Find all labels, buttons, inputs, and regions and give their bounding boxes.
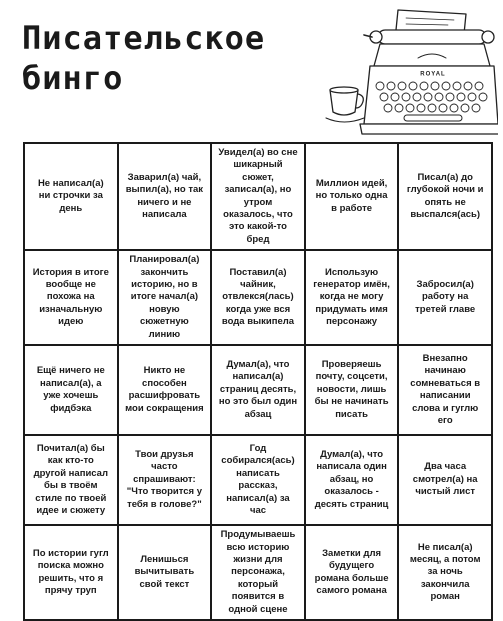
bingo-cell: По истории гугл поиска можно решить, что я прячу труп bbox=[24, 525, 118, 620]
typewriter-brand: ROYAL bbox=[420, 71, 446, 78]
page-title bbox=[22, 18, 265, 98]
title-line-2: бинго bbox=[22, 59, 124, 97]
bingo-cell: Увидел(а) во сне шикарный сюжет, записал(а), но утром оказалось, что это какой-то бред bbox=[211, 143, 305, 250]
bingo-cell: Не написал(а) ни строчки за день bbox=[24, 143, 118, 250]
bingo-cell: Продумываешь всю историю жизни для персонажа, который появится в одной сцене bbox=[211, 525, 305, 620]
bingo-cell: Забросил(а) работу на третей главе bbox=[398, 250, 492, 345]
bingo-cell: Ленишься вычитывать свой текст bbox=[118, 525, 212, 620]
title-line-1: Писательское bbox=[22, 19, 266, 57]
bingo-cell: Не писал(а) месяц, а потом за ночь закончила роман bbox=[398, 525, 492, 620]
bingo-row bbox=[24, 435, 492, 525]
bingo-cell: Использую генератор имён, когда не могу придумать имя персонажу bbox=[305, 250, 399, 345]
bingo-cell: Миллион идей, но только одна в работе bbox=[305, 143, 399, 250]
bingo-cell: Проверяешь почту, соцсети, новости, лишь бы не начинать писать bbox=[305, 345, 399, 435]
bingo-cell: Никто не способен расшифровать мои сокращения bbox=[118, 345, 212, 435]
bingo-cell: Заварил(а) чай, выпил(а), но так ничего и не написала bbox=[118, 143, 212, 250]
bingo-cell: Думал(а), что написал(а) страниц десять, но это был один абзац bbox=[211, 345, 305, 435]
bingo-cell: Заметки для будущего романа больше самого романа bbox=[305, 525, 399, 620]
bingo-cell: Думал(а), что написала один абзац, но оказалось - десять страниц bbox=[305, 435, 399, 525]
bingo-cell: Два часа смотрел(а) на чистый лист bbox=[398, 435, 492, 525]
bingo-cell: Внезапно начинаю сомневаться в написании слова и гуглю его bbox=[398, 345, 492, 435]
bingo-row bbox=[24, 143, 492, 250]
bingo-row bbox=[24, 345, 492, 435]
bingo-cell: Твои друзья часто спрашивают: "Что творится у тебя в голове?" bbox=[118, 435, 212, 525]
bingo-cell: Планировал(а) закончить историю, но в итоге начал(а) новую сюжетную линию bbox=[118, 250, 212, 345]
bingo-cell: История в итоге вообще не похожа на изначальную идею bbox=[24, 250, 118, 345]
bingo-row bbox=[24, 250, 492, 345]
bingo-cell: Год собирался(ась) написать рассказ, написал(а) за час bbox=[211, 435, 305, 525]
bingo-grid bbox=[23, 142, 493, 621]
bingo-row bbox=[24, 525, 492, 620]
bingo-cell: Писал(а) до глубокой ночи и опять не выспался(ась) bbox=[398, 143, 492, 250]
typewriter-coffee-illustration bbox=[318, 6, 498, 144]
bingo-cell: Ещё ничего не написал(а), а уже хочешь фидбэка bbox=[24, 345, 118, 435]
bingo-cell: Поставил(а) чайник, отвлекся(лась) когда уже вся вода выкипела bbox=[211, 250, 305, 345]
bingo-cell: Почитал(а) бы как кто-то другой написал бы в твоём стиле по твоей идее и сюжету bbox=[24, 435, 118, 525]
